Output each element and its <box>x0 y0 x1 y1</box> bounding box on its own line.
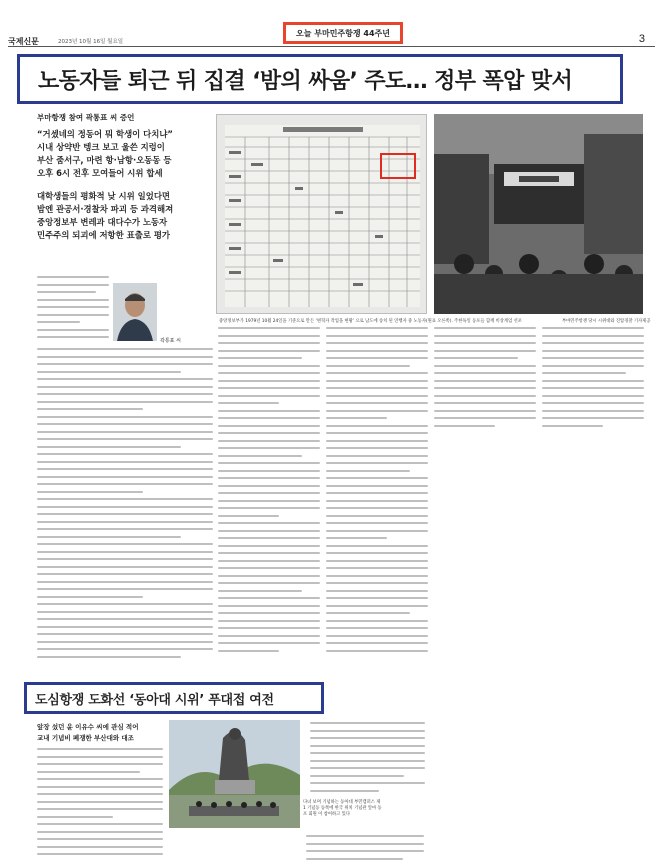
second-article-body <box>310 722 425 794</box>
newspaper-name: 국제신문 <box>8 37 39 46</box>
subhead-line: “거셌네의 정동어 뭐 학생이 다치냐” <box>37 129 173 139</box>
article-body-column <box>218 327 320 670</box>
subhead-line: 교내 기념비 폐쟁한 부산대와 대조 <box>37 734 134 742</box>
header-rule <box>8 46 655 47</box>
subhead-line: 시내 상약반 텡크 보고 울쓴 지렁이 <box>37 142 165 152</box>
issue-date: 2023년 10월 16일 월요일 <box>58 39 124 45</box>
second-article-body <box>37 748 163 860</box>
second-article-headline-box <box>24 682 324 714</box>
interviewee-portrait <box>113 283 157 341</box>
subhead-line: 오후 6시 전후 모여들어 시위 합세 <box>37 168 163 178</box>
memorial-statue-photo <box>169 720 300 828</box>
subhead-line: 부산 줌서구, 마련 항·남항·오동동 등 <box>37 155 172 165</box>
article-body-column <box>434 327 536 437</box>
article-body-column <box>37 276 109 342</box>
main-headline: 노동자들 퇴근 뒤 집결 ‘밤의 싸움’ 주도… 정부 폭압 맞서 <box>38 68 573 94</box>
section-label-box <box>283 22 403 44</box>
highlighted-cell-annotation <box>380 153 416 179</box>
article-subheads <box>37 128 212 242</box>
memorial-photo-caption: 다녀 보며 기념하는 동아대 부민캠퍼스 제1 기념동 동쪽에 한국 위치 기념관 앞마 동포 회원 이 참여하고 있다 <box>303 800 382 817</box>
protest-photo-caption: 부마민주항쟁 당시 시위대와 진압경찰 기자제공 <box>562 319 651 324</box>
subhead-line: 대학생들의 평화적 낮 시위 일었다면 <box>37 191 171 201</box>
second-article-subheads <box>37 722 187 744</box>
portrait-caption: 곽통표 씨 <box>160 338 181 344</box>
document-photo <box>216 114 427 314</box>
document-photo-caption: 중앙정보부가 1979년 10월 24일을 기준으로 만든 ‘변혁자 작업을 현황’ 으로 남도에 송치 된 연행자 중 노동자(원표 오른쪽). 주한독일 동포들 함께 비상계엄 선포 <box>219 319 522 324</box>
subhead-line: 중앙정보부 변레과 대다수가 노동자 <box>37 217 168 227</box>
page-number: 3 <box>638 33 645 45</box>
memorial-statue-graphic <box>169 720 300 828</box>
subhead-line: 민주주의 되괴에 저항한 표출로 평가 <box>37 230 171 240</box>
article-body-column <box>542 327 644 437</box>
subhead-line: 밤엔 관공서·경찰차 파괴 등 과격해져 <box>37 204 174 214</box>
main-headline-box <box>17 54 623 104</box>
protest-photo <box>434 114 643 314</box>
second-article-body <box>306 835 424 863</box>
second-article-headline: 도심항쟁 도화선 ‘동아대 시위’ 푸대접 여전 <box>35 692 274 708</box>
article-kicker: 부마항쟁 참여 곽통표 씨 증언 <box>37 113 135 122</box>
article-body-column <box>326 327 428 670</box>
subhead-line: 앞장 섰던 윤 이유수 씨에 관심 적어 <box>37 723 139 731</box>
article-body-column <box>37 348 213 670</box>
section-label: 오늘 부마민주항쟁 44주년 <box>296 28 390 38</box>
protest-photo-graphic <box>434 114 643 314</box>
